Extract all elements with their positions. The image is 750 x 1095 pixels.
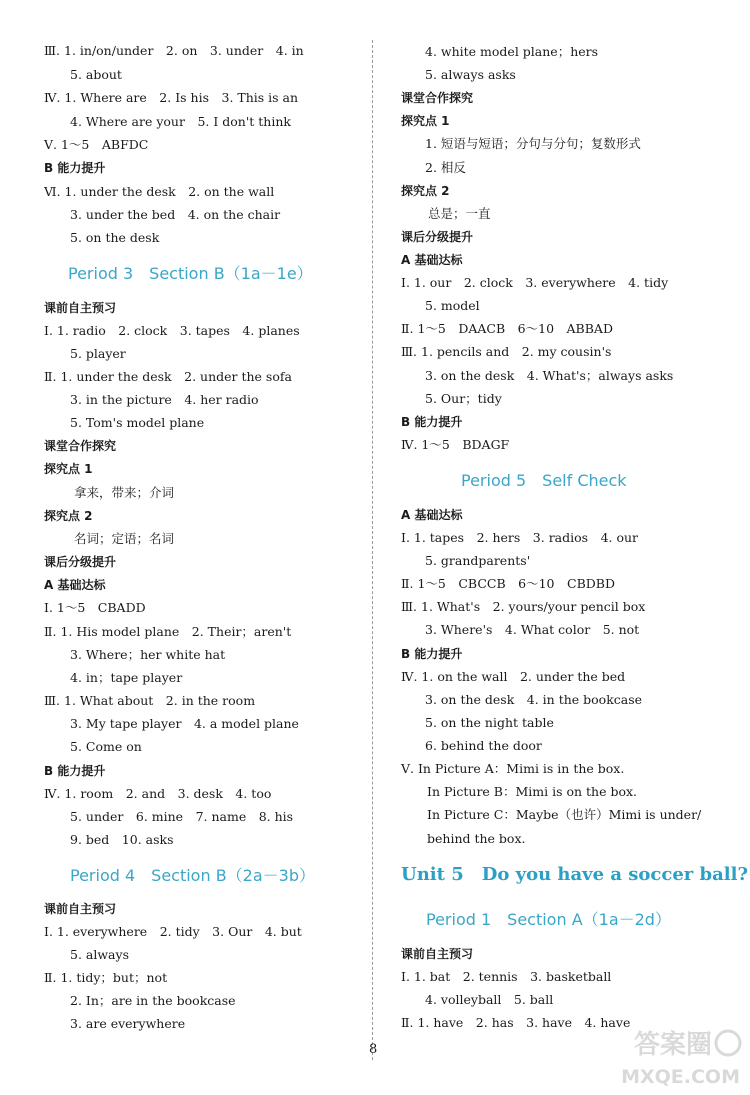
answer-line: 5. model — [425, 298, 480, 313]
section-heading: 课后分级提升 — [44, 555, 117, 569]
answer-line: Ⅲ. 1. What about 2. in the room — [44, 693, 256, 708]
section-heading: 课后分级提升 — [401, 230, 474, 244]
answer-line: In Picture B：Mimi is on the box. — [427, 784, 638, 799]
unit-5-heading: Unit 5 Do you have a soccer ball? — [401, 864, 749, 885]
answer-line: Ⅰ. 1. tapes 2. hers 3. radios 4. our — [401, 530, 639, 545]
watermark-logo — [594, 1021, 744, 1091]
answer-line: 3. are everywhere — [70, 1016, 186, 1031]
answer-line: Ⅱ. 1. under the desk 2. under the sofa — [44, 369, 292, 384]
subsection-heading: B 能力提升 — [401, 415, 463, 429]
answer-line: Ⅴ. 1～5 ABFDC — [44, 137, 149, 152]
answer-line: 2. In；are in the bookcase — [70, 993, 236, 1008]
answer-line: 总是；一直 — [428, 206, 491, 221]
answer-line: 3. under the bed 4. on the chair — [70, 207, 281, 222]
section-heading: 课堂合作探究 — [401, 91, 474, 105]
answer-line: Ⅱ. 1～5 CBCCB 6～10 CBDBD — [401, 576, 615, 591]
answer-line: Ⅰ. 1. bat 2. tennis 3. basketball — [401, 969, 612, 984]
subsection-heading: 探究点 1 — [401, 114, 450, 128]
subsection-heading: A 基础达标 — [44, 578, 106, 592]
answer-line: Ⅵ. 1. under the desk 2. on the wall — [44, 184, 275, 199]
period-4-heading: Period 4 Section B（2a－3b） — [70, 866, 315, 885]
answer-line: 6. behind the door — [425, 738, 542, 753]
answer-line: 3. on the desk 4. in the bookcase — [425, 692, 643, 707]
answer-line: 3. on the desk 4. What's；always asks — [425, 368, 674, 383]
answer-line: Ⅱ. 1. have 2. has 3. have 4. have — [401, 1015, 631, 1030]
watermark-line-2: MXQE.COM — [621, 1066, 740, 1088]
answer-line: 5. about — [70, 67, 122, 82]
answer-line: 2. 相反 — [425, 160, 466, 175]
answer-line: Ⅳ. 1. on the wall 2. under the bed — [401, 669, 626, 684]
answer-line: Ⅳ. 1. Where are 2. Is his 3. This is an — [44, 90, 299, 105]
answer-line: Ⅲ. 1. What's 2. yours/your pencil box — [401, 599, 646, 614]
answer-line: 5. grandparents' — [425, 553, 531, 568]
watermark-line-1: 答案圈 — [633, 1030, 712, 1060]
answer-line: 4. Where are your 5. I don't think — [70, 114, 291, 129]
answer-line: Ⅲ. 1. in/on/under 2. on 3. under 4. in — [44, 43, 304, 58]
answer-line: Ⅰ. 1. radio 2. clock 3. tapes 4. planes — [44, 323, 300, 338]
subsection-heading: A 基础达标 — [401, 508, 463, 522]
answer-line: 9. bed 10. asks — [70, 832, 174, 847]
answer-line: Ⅲ. 1. pencils and 2. my cousin's — [401, 344, 612, 359]
answer-line: 5. always asks — [425, 67, 516, 82]
answer-line: Ⅳ. 1～5 BDAGF — [401, 437, 510, 452]
answer-line: 3. Where；her white hat — [70, 647, 226, 662]
answer-line: 3. My tape player 4. a model plane — [70, 716, 299, 731]
subsection-heading: B 能力提升 — [44, 161, 106, 175]
answer-line: 5. Our；tidy — [425, 391, 502, 406]
answer-line: 5. Tom's model plane — [70, 415, 205, 430]
subsection-heading: B 能力提升 — [401, 647, 463, 661]
column-divider — [372, 40, 373, 1060]
section-heading: 课堂合作探究 — [44, 439, 117, 453]
answer-line: 5. player — [70, 346, 126, 361]
page-number: 8 — [369, 1042, 378, 1057]
answer-line: 4. white model plane；hers — [425, 44, 599, 59]
answer-line: 4. volleyball 5. ball — [425, 992, 554, 1007]
section-heading: 课前自主预习 — [401, 947, 474, 961]
answer-line: behind the box. — [427, 831, 526, 846]
answer-line: 拿来，带来；介词 — [74, 485, 175, 500]
answer-line: Ⅱ. 1. tidy；but；not — [44, 970, 168, 985]
answer-line: 5. on the night table — [425, 715, 554, 730]
subsection-heading: 探究点 2 — [401, 184, 450, 198]
answer-line: 5. Come on — [70, 739, 142, 754]
period-3-heading: Period 3 Section B（1a－1e） — [68, 264, 313, 283]
subsection-heading: 探究点 1 — [44, 462, 93, 476]
answer-line: Ⅰ. 1～5 CBADD — [44, 600, 146, 615]
answer-line: In Picture C：Maybe（也许）Mimi is under/ — [427, 807, 702, 822]
section-heading: 课前自主预习 — [44, 902, 117, 916]
answer-line: 3. in the picture 4. her radio — [70, 392, 259, 407]
subsection-heading: B 能力提升 — [44, 764, 106, 778]
answer-line: 1. 短语与短语；分句与分句；复数形式 — [425, 136, 641, 151]
answer-line: Ⅰ. 1. our 2. clock 3. everywhere 4. tidy — [401, 275, 669, 290]
answer-line: Ⅰ. 1. everywhere 2. tidy 3. Our 4. but — [44, 924, 302, 939]
answer-line: 5. under 6. mine 7. name 8. his — [70, 809, 294, 824]
answer-line: 名词；定语；名词 — [74, 531, 175, 546]
answer-line: 3. Where's 4. What color 5. not — [425, 622, 640, 637]
subsection-heading: 探究点 2 — [44, 509, 93, 523]
answer-line: Ⅱ. 1. His model plane 2. Their；aren't — [44, 624, 292, 639]
answer-line: 5. always — [70, 947, 129, 962]
subsection-heading: A 基础达标 — [401, 253, 463, 267]
period-1-heading: Period 1 Section A（1a－2d） — [426, 910, 671, 929]
answer-line: 4. in；tape player — [70, 670, 183, 685]
section-heading: 课前自主预习 — [44, 301, 117, 315]
answer-line: Ⅴ. In Picture A：Mimi is in the box. — [401, 761, 625, 776]
answer-line: 5. on the desk — [70, 230, 160, 245]
period-5-heading: Period 5 Self Check — [461, 471, 627, 490]
answer-line: Ⅳ. 1. room 2. and 3. desk 4. too — [44, 786, 272, 801]
answer-line: Ⅱ. 1～5 DAACB 6～10 ABBAD — [401, 321, 613, 336]
